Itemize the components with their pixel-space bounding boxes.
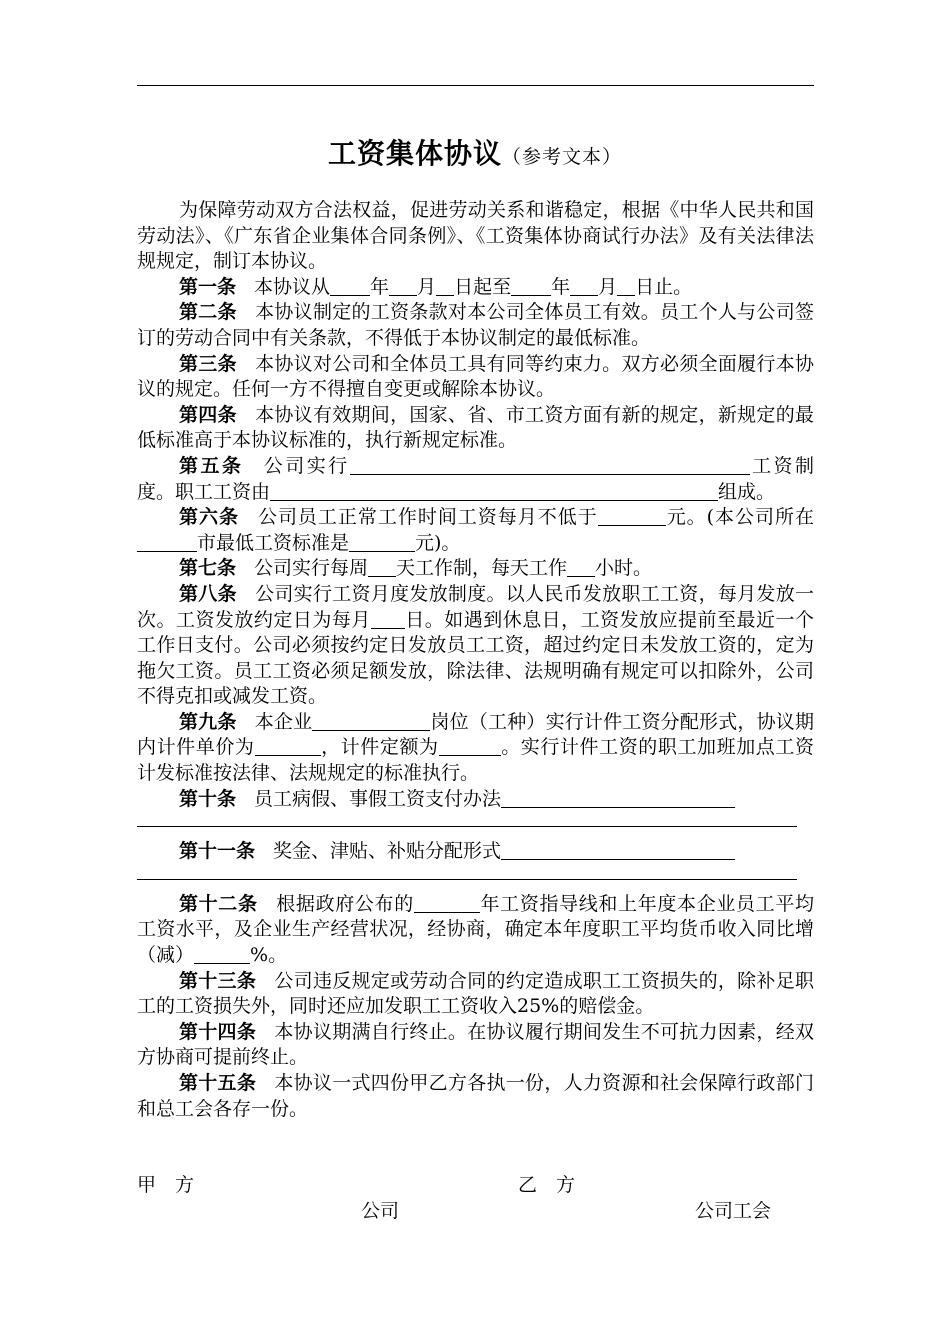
blank-start-month[interactable] (389, 275, 417, 296)
blank-guideline-year[interactable] (414, 892, 480, 913)
document-title (0, 132, 950, 172)
article-5: 第五条 公司实行 工资制度。职工工资由 组成。 (137, 454, 814, 503)
blank-pay-day[interactable] (371, 608, 405, 629)
blank-start-year[interactable] (330, 275, 370, 296)
blank-city-min-wage[interactable] (349, 531, 415, 552)
blank-bonus-form-line[interactable] (137, 865, 797, 880)
blank-wage-system[interactable] (350, 454, 750, 475)
blank-piece-rate[interactable] (255, 735, 321, 756)
article-4: 第四条 本协议有效期间，国家、省、市工资方面有新的规定，新规定的最低标准高于本协议标准的，执行新规定标准。 (137, 403, 814, 452)
article-9: 第九条 本企业 岗位（工种）实行计件工资分配形式，协议期内计件单价为 ，计件定额为 。实行计件工资的职工加班加点工资计发标准按法律、法规规定的标准执行。 (137, 710, 814, 785)
blank-end-month[interactable] (570, 275, 598, 296)
blank-end-day[interactable] (617, 275, 635, 296)
header-rule (137, 85, 814, 86)
article-8: 第八条 公司实行工资月度发放制度。以人民币发放职工工资，每月发放一次。工资发放约定日为每月 日。如遇到休息日，工资发放应提前至最近一个工作日支付。公司必须按约定日发放员工工资，超过约定日未发放工资的，定为拖欠工资。员工工资必须足额发放，除法律、法规明确有规定可以扣除外，公司不得克扣或减发工资。 (137, 582, 814, 708)
blank-days-per-week[interactable] (368, 556, 396, 577)
intro-paragraph: 为保障劳动双方合法权益，促进劳动关系和谐稳定，根据《中华人民共和国劳动法》、《广东省企业集体合同条例》、《工资集体协商试行办法》及有关法律法规规定，制订本协议。 (137, 199, 814, 273)
article-3: 第三条 本协议对公司和全体员工具有同等约束力。双方必须全面履行本协议的规定。任何一方不得擅自变更或解除本协议。 (137, 352, 814, 401)
article-10: 第十条 员工病假、事假工资支付办法 (137, 787, 814, 813)
blank-min-monthly-wage[interactable] (598, 505, 666, 526)
blank-end-year[interactable] (511, 275, 551, 296)
blank-bonus-form[interactable] (501, 839, 735, 860)
blank-hours-per-day[interactable] (567, 556, 595, 577)
article-7: 第七条 公司实行每周 天工作制，每天工作 小时。 (179, 557, 653, 580)
blank-start-day[interactable] (436, 275, 454, 296)
blank-growth-rate[interactable] (194, 943, 250, 964)
article-11: 第十一条 奖金、津贴、补贴分配形式 (137, 839, 814, 865)
blank-leave-pay-line[interactable] (137, 812, 797, 827)
blank-leave-pay[interactable] (501, 787, 735, 808)
article-15: 第十五条 本协议一式四份甲乙方各执一份，人力资源和社会保障行政部门和总工会各存一份。 (137, 1072, 814, 1120)
article-12: 第十二条 根据政府公布的 年工资指导线和上年度本企业员工平均工资水平，及企业生产经营状况，经协商，确定本年度职工平均货币收入同比增（减） %。 (137, 892, 814, 967)
party-b-union: 公司工会 (695, 1200, 772, 1222)
article-1: 第一条 本协议从 年 月 日起至 年 月 日止。 (179, 275, 693, 298)
title-subtitle: （参考文本） (502, 146, 623, 168)
blank-wage-composition[interactable] (270, 480, 718, 501)
blank-city[interactable] (137, 531, 197, 552)
agreement-body (137, 198, 814, 1122)
article-14: 第十四条 本协议期满自行终止。在协议履行期间发生不可抗力因素，经双方协商可提前终止。 (137, 1020, 814, 1069)
party-a-company: 公司 (361, 1200, 400, 1222)
title-text: 工资集体协议 (327, 137, 502, 170)
blank-piece-quota[interactable] (439, 735, 501, 756)
party-b-label: 乙 方 (518, 1174, 576, 1196)
blank-post[interactable] (312, 710, 430, 731)
article-2: 第二条 本协议制定的工资条款对本公司全体员工有效。员工个人与公司签订的劳动合同中有关条款，不得低于本协议制定的最低标准。 (137, 301, 814, 349)
party-a-label: 甲 方 (137, 1174, 195, 1196)
article-13: 第十三条 公司违反规定或劳动合同的约定造成职工工资损失的，除补足职工的工资损失外，同时还应加发职工工资收入25%的赔偿金。 (137, 969, 814, 1018)
article-6: 第六条 公司员工正常工作时间工资每月不低于 元。(本公司所在市最低工资标准是 元)。 (137, 505, 814, 556)
